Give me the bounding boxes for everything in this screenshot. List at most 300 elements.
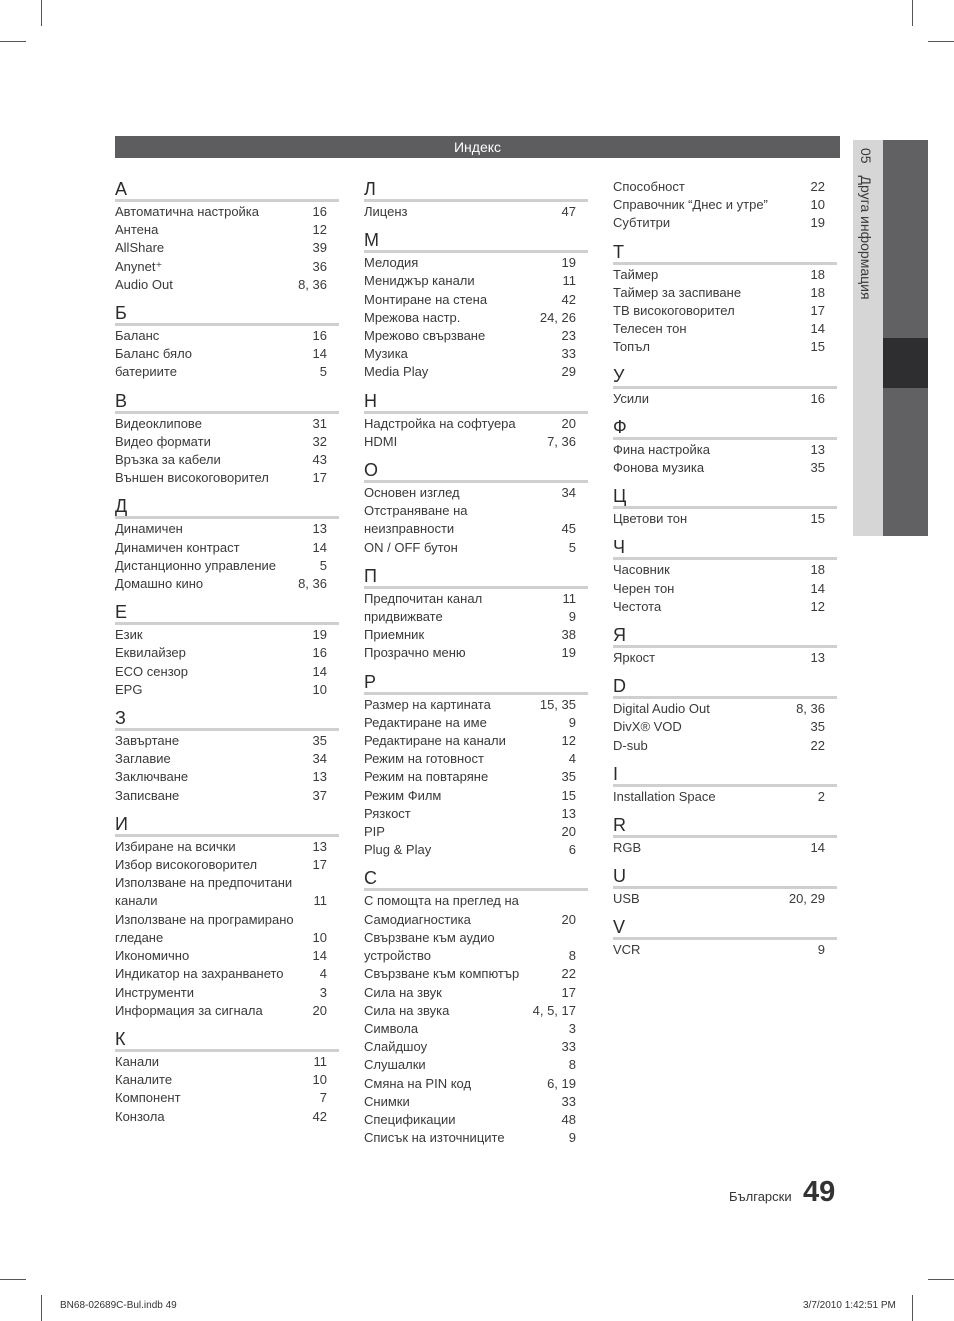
entry-page: 7, 36 [547, 433, 576, 449]
index-entry [364, 484, 588, 502]
entry-term: Режим на готовност [364, 751, 484, 767]
section-letter: И [115, 813, 128, 834]
index-column-1 [115, 170, 339, 1126]
entry-term: Външен високоговорител [115, 470, 269, 486]
crop-mark [41, 1295, 42, 1321]
section-letter: М [364, 230, 379, 251]
language-label: Български [729, 1189, 792, 1204]
section-letter: З [115, 708, 126, 729]
entry-term: ECO сензор [115, 663, 188, 679]
entry-page: 11 [562, 590, 576, 606]
entry-page: 13 [810, 650, 825, 666]
index-entry [115, 965, 339, 983]
entry-term: Музика [364, 346, 408, 362]
print-timestamp: 3/7/2010 1:42:51 PM [803, 1300, 896, 1311]
entry-page: 13 [312, 521, 327, 537]
section-divider [613, 262, 837, 265]
index-entry [115, 363, 339, 381]
entry-term: батериите [115, 364, 177, 380]
section-divider [613, 886, 837, 889]
entry-term: Отстраняване на неизправности [364, 503, 468, 537]
entry-page: 7 [319, 1090, 327, 1106]
index-section [115, 1028, 339, 1126]
entry-term: HDMI [364, 433, 398, 449]
entry-page: 35 [810, 719, 825, 735]
section-divider [613, 835, 837, 838]
index-entry [364, 984, 588, 1002]
entry-page: 34 [312, 751, 327, 767]
entry-page: 18 [810, 562, 825, 578]
entry-term: Използване на програмирано гледане [115, 911, 294, 945]
entry-term: Списък на източниците [364, 1130, 505, 1146]
section-letter: D [613, 676, 626, 697]
section-letter: I [613, 763, 619, 784]
section-letter: Ч [613, 537, 625, 558]
entry-page: 17 [810, 303, 825, 319]
index-entry [613, 302, 837, 320]
entry-page: 14 [312, 663, 327, 679]
index-entry [364, 590, 588, 608]
entry-page: 20 [312, 1002, 327, 1018]
index-entry [364, 345, 588, 363]
entry-term: Installation Space [613, 788, 716, 804]
entry-term: Телесен тон [613, 321, 687, 337]
entry-term: Топъл [613, 339, 650, 355]
entry-term: EPG [115, 681, 143, 697]
entry-page: 45 [561, 521, 576, 537]
entry-term: Фонова музика [613, 460, 705, 476]
index-entry [364, 363, 588, 381]
index-entry [364, 892, 588, 910]
entry-term: Фина настройка [613, 441, 710, 457]
entry-term: Таймер за заспиване [613, 284, 742, 300]
index-entry [364, 965, 588, 983]
section-divider [115, 1049, 339, 1052]
entry-page: 9 [568, 714, 576, 730]
section-letter: К [115, 1028, 126, 1049]
index-entry [364, 768, 588, 786]
index-entry [364, 626, 588, 644]
section-letter: Р [364, 671, 377, 692]
index-entry [364, 732, 588, 750]
entry-page: 38 [561, 627, 576, 643]
index-entry [115, 451, 339, 469]
index-section [613, 365, 837, 408]
entry-term: Основен изглед [364, 485, 460, 501]
entry-term: Еквилайзер [115, 645, 186, 661]
entry-term: Конзола [115, 1108, 165, 1124]
entry-term: Audio Out [115, 276, 173, 292]
entry-term: Заключване [115, 769, 189, 785]
entry-term: Смяна на PIN код [364, 1075, 472, 1091]
entry-term: Субтитри [613, 215, 671, 231]
index-section [613, 814, 837, 857]
entry-term: Баланс [115, 328, 160, 344]
entry-term: Индикатор на захранването [115, 966, 284, 982]
index-entry [364, 1075, 588, 1093]
entry-page: 10 [312, 681, 327, 697]
entry-term: Часовник [613, 562, 670, 578]
index-entry [115, 626, 339, 644]
entry-page: 34 [561, 485, 576, 501]
entry-term: Мрежово свързване [364, 328, 486, 344]
entry-page: 11 [313, 893, 327, 909]
entry-page: 42 [561, 291, 576, 307]
section-divider [115, 622, 339, 625]
entry-page: 22 [810, 737, 825, 753]
index-entry [613, 390, 837, 408]
entry-term: Видео формати [115, 433, 211, 449]
entry-term: Digital Audio Out [613, 701, 710, 717]
entry-term: Снимки [364, 1093, 410, 1109]
index-entry [115, 984, 339, 1002]
entry-term: Свързване към компютър [364, 966, 520, 982]
index-section [364, 459, 588, 557]
section-letter: Д [115, 496, 128, 517]
entry-term: Връзка за кабели [115, 452, 221, 468]
file-info: BN68-02689C-Bul.indb 49 [60, 1300, 177, 1311]
entry-page: 11 [313, 1053, 327, 1069]
section-divider [613, 937, 837, 940]
entry-page: 8, 36 [298, 276, 327, 292]
entry-page: 9 [568, 1130, 576, 1146]
entry-page: 16 [810, 390, 825, 406]
crop-mark [912, 1295, 913, 1321]
entry-term: Мелодия [364, 255, 419, 271]
chapter-number: 05 [858, 148, 874, 164]
entry-term: Редактиране на канали [364, 733, 506, 749]
entry-term: Редактиране на име [364, 714, 487, 730]
index-section [115, 495, 339, 593]
entry-term: придвижвате [364, 609, 443, 625]
index-entry [364, 415, 588, 433]
entry-page: 15 [810, 511, 825, 527]
crop-mark [928, 41, 954, 42]
section-divider [613, 696, 837, 699]
index-entry [364, 1111, 588, 1129]
entry-term: Език [115, 627, 143, 643]
entry-page: 20, 29 [788, 891, 825, 907]
entry-term: Информация за сигнала [115, 1002, 263, 1018]
index-entry [115, 874, 339, 910]
index-entry [364, 291, 588, 309]
section-divider [115, 323, 339, 326]
entry-page: 2 [817, 788, 825, 804]
index-entry [364, 1056, 588, 1074]
entry-page: 14 [312, 346, 327, 362]
entry-page: 12 [312, 222, 327, 238]
index-entry [613, 700, 837, 718]
index-section [613, 624, 837, 667]
entry-term: Мениджър канали [364, 273, 475, 289]
entry-page: 15 [810, 339, 825, 355]
entry-term: Слайдшоу [364, 1039, 428, 1055]
index-entry [115, 415, 339, 433]
index-entry [364, 254, 588, 272]
crop-mark [41, 0, 42, 26]
index-entry [364, 750, 588, 768]
entry-page: 35 [810, 460, 825, 476]
index-entry [613, 890, 837, 908]
index-entry [364, 327, 588, 345]
chapter-title: Друга информация [858, 175, 874, 300]
entry-term: Компонент [115, 1090, 181, 1106]
index-entry [364, 1002, 588, 1020]
entry-term: ON / OFF бутон [364, 539, 458, 555]
index-entry [613, 718, 837, 736]
entry-term: AllShare [115, 240, 165, 256]
entry-term: PIP [364, 824, 385, 840]
entry-page: 20 [561, 415, 576, 431]
section-letter: Т [613, 241, 624, 262]
section-letter: С [364, 868, 377, 889]
entry-page: 4 [568, 751, 576, 767]
entry-page: 18 [810, 284, 825, 300]
section-divider [115, 199, 339, 202]
index-entry [364, 1038, 588, 1056]
index-entry [364, 714, 588, 732]
section-divider [364, 411, 588, 414]
section-divider [364, 888, 588, 891]
entry-term: Спецификации [364, 1111, 456, 1127]
entry-page: 18 [810, 266, 825, 282]
index-section [613, 178, 837, 233]
entry-page: 14 [810, 580, 825, 596]
entry-term: Размер на картината [364, 696, 491, 712]
section-divider [613, 645, 837, 648]
index-entry [364, 1093, 588, 1111]
index-entry [115, 433, 339, 451]
entry-term: RGB [613, 840, 642, 856]
entry-page: 13 [312, 838, 327, 854]
entry-page: 5 [319, 557, 327, 573]
index-entry [613, 178, 837, 196]
index-entry [364, 608, 588, 626]
entry-term: С помощта на преглед на [364, 893, 519, 909]
index-section [364, 867, 588, 1147]
entry-page: 9 [817, 942, 825, 958]
index-entry [115, 1089, 339, 1107]
index-entry [613, 561, 837, 579]
index-entry [115, 520, 339, 538]
index-section [613, 241, 837, 357]
entry-page: 20 [561, 824, 576, 840]
entry-page: 5 [319, 364, 327, 380]
crop-mark [0, 1279, 26, 1280]
index-entry [364, 911, 588, 929]
entry-page: 19 [312, 627, 327, 643]
entry-term: Свързване към аудио устройство [364, 929, 495, 964]
entry-page: 10 [810, 197, 825, 213]
entry-term: Черен тон [613, 580, 675, 596]
index-section [364, 390, 588, 451]
entry-term: Заглавие [115, 751, 171, 767]
index-entry [115, 327, 339, 345]
entry-page: 33 [561, 346, 576, 362]
entry-term: Честота [613, 598, 662, 614]
entry-term: Антена [115, 222, 159, 238]
entry-page: 4 [319, 966, 327, 982]
section-divider [364, 692, 588, 695]
index-entry [613, 649, 837, 667]
index-entry [364, 805, 588, 823]
index-entry [115, 221, 339, 239]
entry-term: Режим на повтаряне [364, 769, 489, 785]
entry-term: Надстройка на софтуера [364, 415, 516, 431]
section-letter: Н [364, 390, 377, 411]
section-letter: Б [115, 303, 127, 324]
index-entry [613, 459, 837, 477]
index-entry [613, 580, 837, 598]
index-section [115, 813, 339, 1020]
section-divider [364, 480, 588, 483]
entry-term: Сила на звук [364, 984, 442, 1000]
index-section [364, 178, 588, 221]
index-column-2 [364, 170, 588, 1147]
section-letter: О [364, 460, 379, 481]
index-entry [364, 203, 588, 221]
index-entry [613, 320, 837, 338]
entry-term: Инструменти [115, 984, 194, 1000]
index-entry [115, 258, 339, 276]
index-entry [613, 196, 837, 214]
index-entry [115, 239, 339, 257]
entry-term: Рязкост [364, 805, 411, 821]
entry-page: 33 [561, 1039, 576, 1055]
entry-term: Символа [364, 1020, 419, 1036]
entry-term: D-sub [613, 737, 648, 753]
entry-term: Режим Филм [364, 787, 442, 803]
index-entry [613, 510, 837, 528]
section-divider [115, 516, 339, 519]
index-section [364, 229, 588, 381]
side-tab-label [858, 148, 874, 300]
entry-term: Приемник [364, 627, 425, 643]
index-entry [364, 309, 588, 327]
entry-page: 22 [561, 966, 576, 982]
entry-term: Икономично [115, 948, 190, 964]
index-entry [115, 644, 339, 662]
entry-term: Избиране на всички [115, 838, 236, 854]
entry-page: 32 [312, 433, 327, 449]
index-entry [364, 929, 588, 965]
index-entry [613, 214, 837, 232]
index-section [613, 763, 837, 806]
entry-term: Усили [613, 390, 649, 406]
section-letter: А [115, 179, 128, 199]
index-section [364, 565, 588, 663]
index-section [613, 485, 837, 528]
section-letter: В [115, 390, 128, 411]
entry-term: Домашно кино [115, 576, 204, 592]
index-entry [115, 1002, 339, 1020]
index-entry [115, 1108, 339, 1126]
index-entry [115, 787, 339, 805]
entry-page: 16 [312, 204, 327, 219]
entry-term: Динамичен контраст [115, 539, 240, 555]
index-section [115, 302, 339, 382]
entry-page: 47 [561, 204, 576, 219]
crop-mark [928, 1279, 954, 1280]
index-entry [115, 947, 339, 965]
index-entry [364, 696, 588, 714]
entry-page: 35 [312, 733, 327, 749]
index-entry [613, 441, 837, 459]
section-letter: П [364, 565, 377, 586]
entry-page: 36 [312, 258, 327, 274]
entry-page: 15 [561, 787, 576, 803]
entry-page: 23 [561, 328, 576, 344]
index-entry [613, 737, 837, 755]
entry-term: Баланс бяло [115, 346, 193, 362]
entry-term: Сила на звука [364, 1002, 450, 1018]
index-entry [364, 272, 588, 290]
section-divider [364, 586, 588, 589]
index-entry [115, 539, 339, 557]
section-divider [613, 386, 837, 389]
entry-page: 4, 5, 17 [532, 1002, 576, 1018]
index-entry [613, 598, 837, 616]
section-letter: Я [613, 625, 626, 646]
section-divider [613, 784, 837, 787]
index-section [613, 675, 837, 755]
index-entry [115, 575, 339, 593]
index-entry [115, 732, 339, 750]
entry-page: 3 [319, 984, 327, 1000]
section-divider [613, 557, 837, 560]
entry-page: 33 [561, 1093, 576, 1109]
index-entry [364, 644, 588, 662]
index-entry [115, 911, 339, 947]
index-section [613, 536, 837, 616]
entry-page: 6, 19 [547, 1075, 576, 1091]
entry-term: DivX® VOD [613, 719, 682, 735]
entry-page: 16 [312, 645, 327, 661]
entry-page: 31 [312, 415, 327, 431]
entry-page: 17 [312, 470, 327, 486]
index-section [115, 707, 339, 805]
entry-page: 14 [810, 321, 825, 337]
entry-page: 10 [312, 1072, 327, 1088]
entry-term: Видеоклипове [115, 415, 202, 431]
section-divider [115, 728, 339, 731]
index-section [115, 601, 339, 699]
entry-term: Предпочитан канал [364, 590, 483, 606]
section-letter: Е [115, 602, 128, 623]
index-entry [364, 539, 588, 557]
entry-term: Завъртане [115, 733, 180, 749]
entry-term: Справочник “Днес и утре” [613, 197, 768, 213]
entry-page: 39 [312, 240, 327, 256]
entry-page: 24, 26 [539, 309, 576, 325]
entry-page: 22 [810, 179, 825, 194]
crop-mark [0, 41, 26, 42]
index-entry [115, 750, 339, 768]
entry-page: 12 [561, 733, 576, 749]
entry-page: 20 [561, 911, 576, 927]
entry-page: 42 [312, 1108, 327, 1124]
entry-term: Динамичен [115, 521, 183, 537]
entry-page: 14 [312, 539, 327, 555]
entry-term: Автоматична настройка [115, 204, 260, 219]
entry-page: 17 [312, 857, 327, 873]
entry-term: Използване на предпочитани канали [115, 875, 293, 909]
section-letter: У [613, 365, 625, 386]
index-entry [364, 841, 588, 859]
section-divider [613, 506, 837, 509]
index-entry [115, 276, 339, 294]
index-entry [115, 856, 339, 874]
